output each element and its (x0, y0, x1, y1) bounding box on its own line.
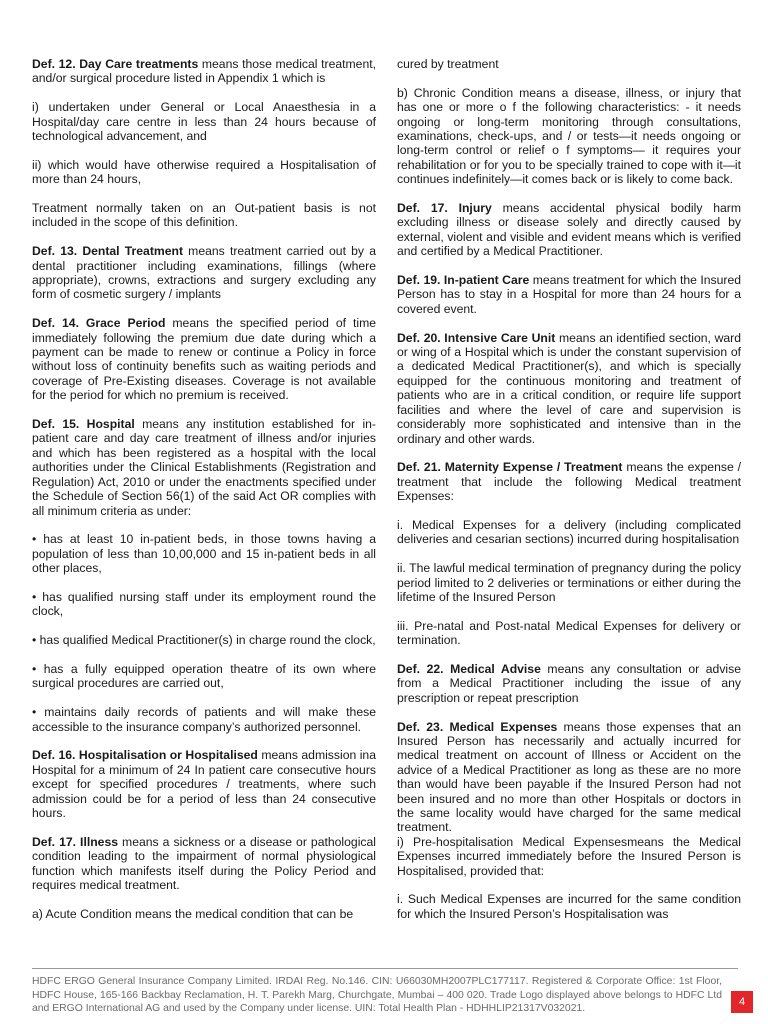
def-21-paragraph (397, 460, 741, 503)
def-21-text: means the expense / treatment that include the following Medical treatment Expenses: (397, 460, 742, 504)
def-17-injury-label: Def. 17. Injury (397, 201, 492, 216)
acute-condition-continuation: cured by treatment (397, 57, 499, 71)
footer-text: HDFC ERGO General Insurance Company Limited. IRDAI Reg. No.146. CIN: U66030MH2007PLC177117. Registered & Corporate Office: 1st Floor, HDFC House, 165-166 Backbay Reclamation, H. T. Parekh Marg, Churchgate, Mumbai – 400 020. Trade Logo displayed above belongs to HDFC Ltd and ERGO International AG and used by the Company under license. UIN: Total Health Plan - HDHHLIP21317V032021. (32, 976, 722, 1015)
def-12-item-ii: ii) which would have otherwise required a Hospitalisation of more than 24 hours, (32, 157, 376, 187)
def-13-text: means treatment carried out by a dental practitioner including examinations, fillings (where appropriate), crowns, extractions and surgery excluding any form of cosmetic surgery / implants (32, 244, 376, 302)
def-22-paragraph (397, 662, 741, 705)
def-21-item-i: i. Medical Expenses for a delivery (including complicated deliveries and cesarian sections) incurred during hospitalisation (397, 517, 741, 547)
def-14-paragraph (32, 316, 376, 402)
def-19-paragraph (397, 273, 741, 316)
chronic-condition-text: b) Chronic Condition means a disease, illness, or injury that has one or more o f the following characteristics: - it needs ongoing or long-term monitoring through consultations, examinations, check-ups, and / or tests—it needs ongoing or long-term control or relief o f symptoms— it requires your rehabilitation or for you to be specially trained to cope with it—it continues indefinitely—it comes back or is likely to come back. (397, 85, 741, 187)
def-19-text: means treatment for which the Insured Person has to stay in a Hospital for more than 24 hours for a covered event. (397, 273, 741, 316)
def-17-injury-paragraph (397, 201, 741, 259)
def-19-label: Def. 19. In-patient Care (397, 273, 530, 288)
def-13-label: Def. 13. Dental Treatment (32, 244, 183, 259)
def-15-bullet-1: • has at least 10 in-patient beds, in those towns having a population of less than 10,00,000 and 15 in-patient beds in all other places, (32, 532, 376, 576)
def-15-label: Def. 15. Hospital (32, 417, 135, 432)
def-16-paragraph (32, 748, 376, 820)
def-12-text: means those medical treatment, and/or surgical procedure listed in Appendix 1 which is (32, 57, 376, 86)
def-15-bullet-4: • has a fully equipped operation theatre of its own where surgical procedures are carried out, (32, 661, 376, 691)
def-23-label: Def. 23. Medical Expenses (397, 719, 558, 734)
def-17-injury-text: means accidental physical bodily harm excluding illness or disease solely and directly caused by external, violent and visible and evident means which is verified and certified by a Medical Practitioner. (397, 201, 741, 259)
def-12-label: Def. 12. Day Care treatments (32, 57, 199, 71)
def-14-text: means the specified period of time immediately following the premium due date during which a payment can be made to renew or continue a Policy in force without loss of continuity benefits such as waiting periods and coverage of Pre-Existing diseases. Coverage is not available for the period for which no premium is received. (32, 316, 376, 403)
def-23-text: means those expenses that an Insured Person has necessarily and actually incurred for medical treatment on account of Illness or Accident on the advice of a Medical Practitioner as long as these are no more than would have been payable if the Insured Person had not been insured and no more than other Hospitals or doctors in the same locality would have charged for the same medical treatment. (397, 719, 741, 835)
def-20-text: means an identified section, ward or wing of a Hospital which is under the constant supervision of a dedicated Medical Practitioner(s), and which is specially equipped for the continuous monitoring and treatment of patients who are in a critical condition, or require life support facilities and where the level of care and supervision is considerably more sophisticated and intensive than in the ordinary and other wards. (397, 330, 741, 446)
def-21-label: Def. 21. Maternity Expense / Treatment (397, 460, 623, 475)
def-15-paragraph (32, 417, 376, 518)
def-15-bullet-2: • has qualified nursing staff under its employment round the clock, (32, 589, 376, 619)
acute-condition-text: a) Acute Condition means the medical condition that can be (32, 906, 354, 921)
def-13-paragraph (32, 244, 376, 302)
page-number-badge: 4 (731, 991, 753, 1013)
def-20-paragraph (397, 331, 741, 446)
def-15-bullet-5: • maintains daily records of patients and will make these accessible to the insurance company’s authorized personnel. (32, 705, 376, 734)
def-12-item-i: i) undertaken under General or Local Anaesthesia in a Hospital/day care centre in less than 24 hours because of technological advancement, and (32, 100, 376, 144)
def-17-illness-label: Def. 17. Illness (32, 834, 118, 849)
left-column (32, 57, 376, 921)
def-16-text: means admission ina Hospital for a minimum of 24 In patient care consecutive hours except for specified procedures / treatments, where such admission could be for a period of less than 24 consecutive hours. (32, 748, 376, 820)
def-12-note: Treatment normally taken on an Out-patient basis is not included in the scope of this definition. (32, 201, 376, 230)
def-20-label: Def. 20. Intensive Care Unit (397, 330, 556, 345)
pre-hospitalisation-text: i) Pre-hospitalisation Medical Expensesmeans the Medical Expenses incurred immediately before the Insured Person is Hospitalised, provided that: (397, 834, 741, 878)
def-17-illness-text: means a sickness or a disease or pathological condition leading to the impairment of normal physiological function which manifests itself during the Policy Period and requires medical treatment. (32, 834, 376, 892)
def-14-label: Def. 14. Grace Period (32, 316, 166, 331)
def-21-item-ii: ii. The lawful medical termination of pregnancy during the policy period limited to 2 deliveries or terminations or either during the lifetime of the Insured Person (397, 561, 741, 604)
right-column (397, 57, 741, 921)
footer-divider (32, 968, 738, 969)
def-15-text: means any institution established for in-patient care and day care treatment of illness and/or injuries and which has been registered as a hospital with the local authorities under the Clinical Establishments (Registration and Regulation) Act, 2010 or under the enactments specified under the Schedule of Section 56(1) of the said Act OR complies with all minimum criteria as under: (32, 417, 376, 518)
def-12-paragraph (32, 57, 376, 86)
def-21-item-iii: iii. Pre-natal and Post-natal Medical Expenses for delivery or termination. (397, 618, 741, 648)
def-15-bullet-3: • has qualified Medical Practitioner(s) in charge round the clock, (32, 633, 376, 648)
def-16-label: Def. 16. Hospitalisation or Hospitalised (32, 748, 258, 763)
def-22-label: Def. 22. Medical Advise (397, 661, 541, 676)
def-23-paragraph (397, 720, 741, 835)
pre-hospitalisation-item-i: i. Such Medical Expenses are incurred for the same condition for which the Insured Person’s Hospitalisation was (397, 892, 741, 921)
def-17-illness-paragraph (32, 835, 376, 893)
def-22-text: means any consultation or advise from a Medical Practitioner including the issue of any prescription or repeat prescription (397, 661, 741, 705)
